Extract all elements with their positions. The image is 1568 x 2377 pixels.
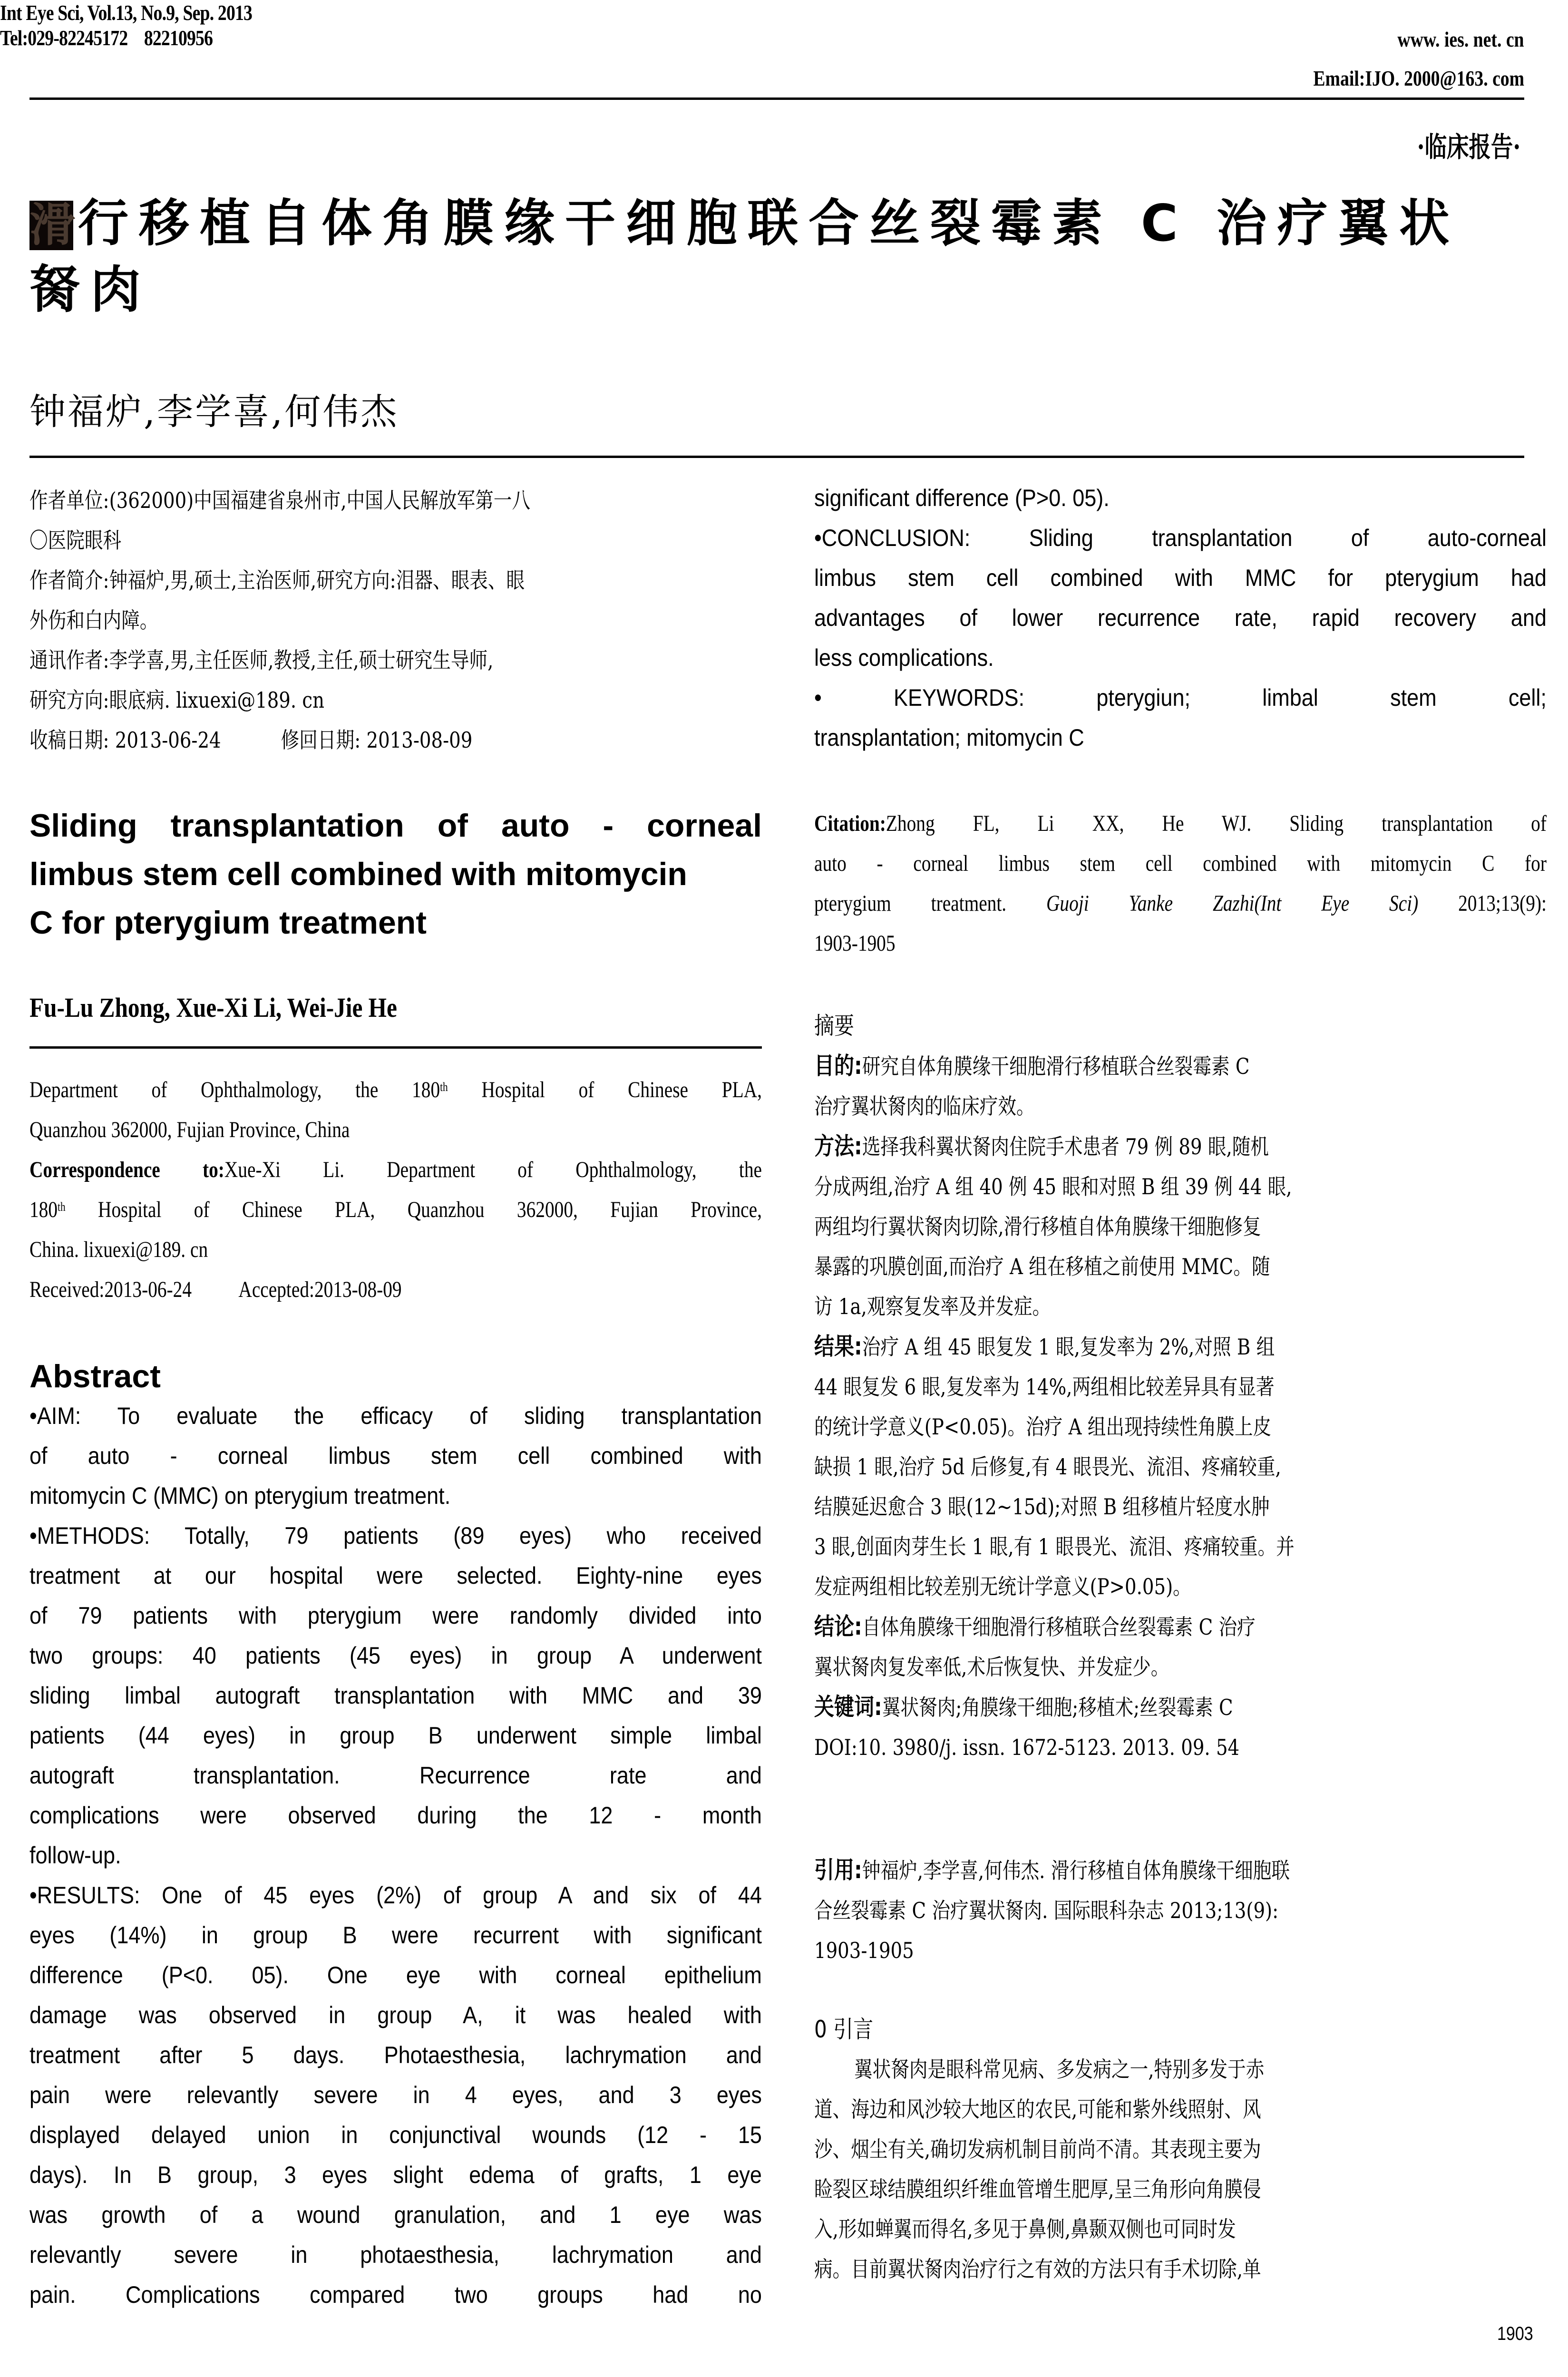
results-cn-line: 的统计学意义(P<0.05)。治疗 A 组出现持续性角膜上皮 — [814, 1414, 1272, 1440]
abstract-line: of auto - corneal limbus stem cell combined with — [29, 1442, 762, 1469]
journal-email: Email:IJO. 2000@163. com — [1313, 66, 1524, 90]
aim-cn-line: 治疗翼状胬肉的临床疗效。 — [814, 1093, 1035, 1119]
title-en-line: C for pterygium treatment — [29, 905, 427, 941]
journal-name: Guoji Yanke Zazhi(Int Eye Sci) — [1046, 891, 1419, 916]
citation-cn-line: 引用:钟福炉,李学喜,何伟杰. 滑行移植自体角膜缘干细胞联 — [814, 1856, 1290, 1884]
citation-line: 1903-1905 — [814, 931, 896, 956]
citation-label: Citation: — [814, 811, 886, 836]
conclusion-cn-line: 翼状胬肉复发率低,术后恢复快、并发症少。 — [814, 1654, 1169, 1680]
title-separator-rule — [29, 456, 1524, 458]
authors-cn: 钟福炉,李学喜,何伟杰 — [29, 390, 399, 433]
title-line1-rest: 行移植自体角膜缘干细胞联合丝裂霉素 C 治疗翼状 — [78, 194, 1460, 253]
received-date-cn: 收稿日期: 2013-06-24 — [29, 727, 221, 753]
abstract-line: sliding limbal autograft transplantation with MMC and 39 — [29, 1682, 762, 1709]
author-info-line: 研究方向:眼底病. lixuexi@189. cn — [29, 687, 324, 713]
citation-en — [814, 804, 1547, 964]
author-info-line: 作者单位:(362000)中国福建省泉州市,中国人民解放军第一八 — [29, 487, 531, 513]
abstract-line: less complications. — [814, 644, 994, 671]
article-title-cn — [29, 190, 1551, 323]
methods-cn-line: 分成两组,治疗 A 组 40 例 45 眼和对照 B 组 39 例 44 眼, — [814, 1174, 1292, 1199]
results-cn-line: 发症两组相比较差别无统计学意义(P>0.05)。 — [814, 1574, 1191, 1599]
intro-heading: 0 引言 — [814, 2016, 874, 2043]
abstract-cn-heading: 摘要 — [814, 1012, 854, 1040]
author-info-block — [29, 480, 762, 760]
author-info-line: 外伤和白内障。 — [29, 607, 158, 633]
abstract-en-continued — [814, 478, 1547, 758]
abstract-line: advantages of lower recurrence rate, rapid recovery and — [814, 604, 1547, 631]
abstract-line: difference (P<0. 05). One eye with corneal epithelium — [29, 1962, 762, 1988]
abstract-line: damage was observed in group A, it was healed with — [29, 2002, 762, 2028]
abstract-line: •RESULTS: One of 45 eyes (2%) of group A and six of 44 — [29, 1882, 762, 1909]
methods-cn-line: 访 1a,观察复发率及并发症。 — [814, 1294, 1051, 1319]
journal-tel: Tel:029-82245172 82210956 — [0, 26, 213, 50]
header-rule — [29, 97, 1524, 100]
abstract-line: follow-up. — [29, 1842, 121, 1869]
abstract-line: days). In B group, 3 eyes slight edema of grafts, 1 eye — [29, 2162, 762, 2188]
author-info-line: 作者简介:钟福炉,男,硕士,主治医师,研究方向:泪器、眼表、眼 — [29, 567, 525, 593]
citation-cn — [814, 1850, 1547, 1970]
correspondence-line: Correspondence to:Xue-Xi Li. Department of Ophthalmology, the — [29, 1157, 762, 1182]
methods-cn-line: 暴露的巩膜创面,而治疗 A 组在移植之前使用 MMC。随 — [814, 1254, 1270, 1279]
conclusion-cn: 结论:自体角膜缘干细胞滑行移植联合丝裂霉素 C 治疗 — [814, 1613, 1256, 1640]
results-cn-line: 44 眼复发 6 眼,复发率为 14%,两组相比较差异具有显著 — [814, 1374, 1275, 1400]
dates-en — [29, 1270, 762, 1310]
title-en-line: Sliding transplantation of auto - corneal — [29, 808, 762, 844]
affiliation-line: Department of Ophthalmology, the 180th Hospital of Chinese PLA, — [29, 1077, 762, 1102]
author-info-line: 通讯作者:李学喜,男,主任医师,教授,主任,硕士研究生导师, — [29, 647, 494, 673]
journal-website: www. ies. net. cn — [1397, 27, 1524, 51]
intro-line: 沙、烟尘有关,确切发病机制目前尚不清。其表现主要为 — [814, 2136, 1261, 2162]
citation-cn-line: 1903-1905 — [814, 1938, 914, 1963]
title-line2: 胬肉 — [29, 261, 151, 319]
accepted-date-en: Accepted:2013-08-09 — [238, 1277, 402, 1302]
abstract-line: patients (44 eyes) in group B underwent simple limbal — [29, 1722, 762, 1749]
journal-info: Int Eye Sci, Vol.13, No.9, Sep. 2013 — [0, 0, 253, 25]
page-number: 1903 — [1497, 2323, 1533, 2344]
revised-date-cn: 修回日期: 2013-08-09 — [281, 727, 473, 753]
dates-cn — [29, 720, 762, 760]
author-info-line: 〇医院眼科 — [29, 527, 122, 553]
abstract-line: •METHODS: Totally, 79 patients (89 eyes) who received — [29, 1522, 762, 1549]
citation-line: Citation:Zhong FL, Li XX, He WJ. Sliding transplantation of — [814, 811, 1547, 836]
correspondence-email: China. lixuexi@189. cn — [29, 1237, 208, 1262]
abstract-en-body — [29, 1396, 762, 2315]
abstract-line: •AIM: To evaluate the efficacy of sliding transplantation — [29, 1403, 762, 1429]
section-label: ·临床报告· — [1417, 131, 1520, 163]
intro-line: 病。目前翼状胬肉治疗行之有效的方法只有手术切除,单 — [814, 2256, 1261, 2282]
results-cn-line: 3 眼,创面肉芽生长 1 眼,有 1 眼畏光、流泪、疼痛较重。并 — [814, 1534, 1295, 1559]
correspondence-line: 180th Hospital of Chinese PLA, Quanzhou 362000, Fujian Province, — [29, 1197, 762, 1222]
abstract-line: treatment at our hospital were selected. Eighty-nine eyes — [29, 1562, 762, 1589]
abstract-line: pain. Complications compared two groups had no — [29, 2281, 762, 2308]
intro-line: 入,形如蝉翼而得名,多见于鼻侧,鼻颞双侧也可同时发 — [814, 2216, 1236, 2242]
received-date-en: Received:2013-06-24 — [29, 1277, 192, 1302]
doi: DOI:10. 3980/j. issn. 1672-5123. 2013. 09. 54 — [814, 1734, 1240, 1760]
citation-cn-line: 合丝裂霉素 C 治疗翼状胬肉. 国际眼科杂志 2013;13(9): — [814, 1898, 1279, 1923]
abstract-line: eyes (14%) in group B were recurrent with significant — [29, 1922, 762, 1948]
intro-line: 翼状胬肉是眼科常见病、多发病之一,特别多发于赤 — [854, 2056, 1265, 2082]
citation-line: pterygium treatment. Guoji Yanke Zazhi(Int Eye Sci) 2013;13(9): — [814, 891, 1547, 916]
keywords-cn: 关键词:翼状胬肉;角膜缘干细胞;移植术;丝裂霉素 C — [814, 1693, 1233, 1721]
affiliation-en — [29, 1070, 762, 1310]
authors-en-rule — [29, 1046, 762, 1049]
methods-cn: 方法:选择我科翼状胬肉住院手术患者 79 例 89 眼,随机 — [814, 1132, 1269, 1160]
abstract-line: •CONCLUSION: Sliding transplantation of auto-corneal — [814, 525, 1547, 551]
aim-cn: 目的:研究自体角膜缘干细胞滑行移植联合丝裂霉素 C — [814, 1052, 1250, 1080]
title-en-line: limbus stem cell combined with mitomycin — [29, 856, 687, 892]
dropcap-first-char: 滑 — [29, 198, 75, 252]
abstract-line: significant difference (P>0. 05). — [814, 485, 1110, 511]
citation-line: auto - corneal limbus stem cell combined with mitomycin C for — [814, 851, 1547, 876]
affiliation-line: Quanzhou 362000, Fujian Province, China — [29, 1117, 350, 1142]
abstract-line: mitomycin C (MMC) on pterygium treatment. — [29, 1482, 451, 1509]
abstract-line: transplantation; mitomycin C — [814, 724, 1084, 751]
intro-line: 睑裂区球结膜组织纤维血管增生肥厚,呈三角形向角膜侵 — [814, 2176, 1261, 2202]
abstract-line: displayed delayed union in conjunctival wounds (12 - 15 — [29, 2122, 762, 2148]
abstract-line: two groups: 40 patients (45 eyes) in group A underwent — [29, 1642, 762, 1669]
abstract-line: relevantly severe in photaesthesia, lachrymation and — [29, 2241, 762, 2268]
results-cn-line: 结膜延迟愈合 3 眼(12~15d);对照 B 组移植片轻度水肿 — [814, 1494, 1270, 1520]
introduction — [814, 2009, 1547, 2289]
results-cn: 结果:治疗 A 组 45 眼复发 1 眼,复发率为 2%,对照 B 组 — [814, 1333, 1275, 1360]
article-title-en — [29, 801, 762, 947]
abstract-line: • KEYWORDS: pterygiun; limbal stem cell; — [814, 684, 1547, 711]
abstract-line: autograft transplantation. Recurrence rate and — [29, 1762, 762, 1789]
abstract-cn — [814, 1006, 1547, 1767]
methods-cn-line: 两组均行翼状胬肉切除,滑行移植自体角膜缘干细胞修复 — [814, 1214, 1261, 1239]
abstract-line: treatment after 5 days. Photaesthesia, lachrymation and — [29, 2042, 762, 2068]
intro-line: 道、海边和风沙较大地区的农民,可能和紫外线照射、风 — [814, 2096, 1261, 2122]
abstract-line: of 79 patients with pterygium were randomly divided into — [29, 1602, 762, 1629]
abstract-line: pain were relevantly severe in 4 eyes, and 3 eyes — [29, 2082, 762, 2108]
abstract-heading: Abstract — [29, 1358, 161, 1394]
abstract-line: was growth of a wound granulation, and 1 eye was — [29, 2202, 762, 2228]
authors-en: Fu-Lu Zhong, Xue-Xi Li, Wei-Jie He — [29, 992, 397, 1023]
correspondence-label: Correspondence to: — [29, 1157, 224, 1182]
abstract-line: complications were observed during the 12 - month — [29, 1802, 762, 1829]
abstract-line: limbus stem cell combined with MMC for pterygium had — [814, 565, 1547, 591]
results-cn-line: 缺损 1 眼,治疗 5d 后修复,有 4 眼畏光、流泪、疼痛较重, — [814, 1454, 1281, 1480]
